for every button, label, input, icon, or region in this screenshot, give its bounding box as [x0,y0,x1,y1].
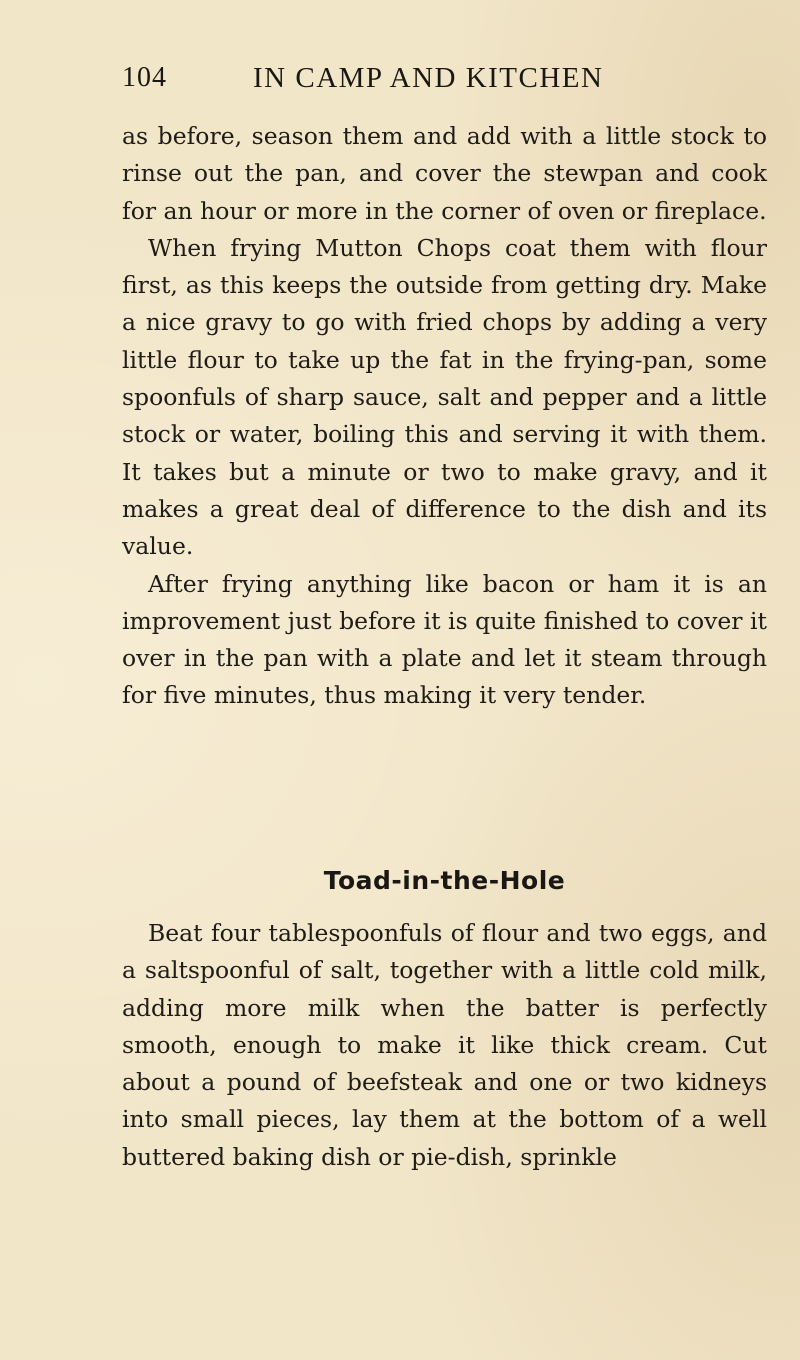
body-text-section [122,118,767,715]
recipe-text-section [122,915,767,1176]
running-title: IN CAMP AND KITCHEN [253,62,604,94]
paragraph-mutton-chops: When frying Mutton Chops coat them with flour first, as this keeps the outside from getting dry. Make a nice gravy to go with fried chops by adding a very little flour to take up the fat in the frying-pan, some spoonfuls of sharp sauce, salt and pepper and a little stock or water, boiling this and serving it with them. It takes but a minute or two to make gravy, and it makes a great deal of difference to the dish and its value. [122,233,767,561]
recipe-heading: Toad-in-the-Hole [323,866,566,895]
paragraph-continuation: as before, season them and add with a little stock to rinse out the pan, and cover the stewpan and cook for an hour or more in the corner of oven or fireplace. [122,122,767,225]
page-number: 104 [122,62,167,93]
paragraph-recipe: Beat four tablespoonfuls of flour and two eggs, and a saltspoonful of salt, together with a little cold milk, adding more milk when the batter is perfectly smooth, enough to make it like thick cream. Cut about a pound of beefsteak and one or two kidneys into small pieces, lay them at the bottom of a well buttered baking dish or pie-dish, sprinkle [122,919,767,1171]
running-head [122,62,682,102]
paragraph-frying-tip: After frying anything like bacon or ham it is an improvement just before it is quite finished to cover it over in the pan with a plate and let it steam through for five minutes, thus making it very tender. [122,569,767,710]
